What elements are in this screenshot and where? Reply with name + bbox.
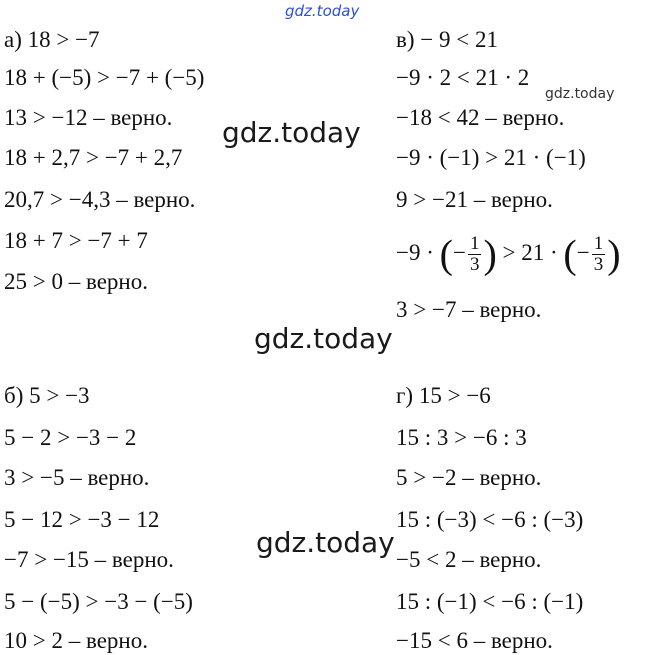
- fraction-numerator: 1: [593, 233, 604, 255]
- solution-g-line: 15 : (−3) < −6 : (−3): [396, 507, 584, 532]
- fraction-line-left: −9 ·: [396, 240, 434, 265]
- solution-g-line: −15 < 6 – верно.: [396, 628, 553, 653]
- solution-g-line: 15 : 3 > −6 : 3: [396, 425, 527, 450]
- watermark-mid-small: gdz.today: [545, 86, 615, 102]
- solution-v-line: 9 > −21 – верно.: [396, 187, 553, 212]
- fraction-denominator: 3: [593, 254, 604, 276]
- solution-v-fraction-line: [396, 232, 621, 275]
- solution-a-line: 18 + (−5) > −7 + (−5): [4, 65, 205, 90]
- solution-v-line: −9 · (−1) > 21 · (−1): [396, 145, 586, 170]
- close-paren: ): [607, 231, 621, 277]
- fraction-numerator: 1: [469, 233, 480, 255]
- solution-b-line: 10 > 2 – верно.: [4, 628, 148, 653]
- solution-b-line: 3 > −5 – верно.: [4, 465, 150, 490]
- solution-b-line: б) 5 > −3: [4, 383, 90, 408]
- solution-g-line: 15 : (−1) < −6 : (−1): [396, 589, 584, 614]
- solution-v-line: 3 > −7 – верно.: [396, 297, 542, 322]
- solution-a-line: 20,7 > −4,3 – верно.: [4, 187, 196, 212]
- solution-b-line: −7 > −15 – верно.: [4, 547, 174, 572]
- solution-b-line: 5 − 12 > −3 − 12: [4, 507, 160, 532]
- open-paren: (: [439, 231, 453, 277]
- solution-a-line: 18 + 2,7 > −7 + 2,7: [4, 145, 183, 170]
- solution-g-line: г) 15 > −6: [396, 383, 491, 408]
- fraction-line-op: > 21 ·: [502, 240, 558, 265]
- solution-v-line: в) − 9 < 21: [396, 27, 498, 52]
- watermark-mid-a: gdz.today: [222, 116, 361, 149]
- solution-b-line: 5 − (−5) > −3 − (−5): [4, 589, 193, 614]
- watermark-top: gdz.today: [285, 2, 360, 20]
- solution-g-line: −5 < 2 – верно.: [396, 547, 542, 572]
- fraction: [468, 234, 482, 275]
- solution-v-line: −9 · 2 < 21 · 2: [396, 65, 530, 90]
- watermark-lower: gdz.today: [256, 526, 395, 559]
- solution-b-line: 5 − 2 > −3 − 2: [4, 425, 137, 450]
- fraction: [592, 234, 606, 275]
- fraction-denominator: 3: [469, 254, 480, 276]
- solution-a-line: 13 > −12 – верно.: [4, 105, 173, 130]
- fraction-minus: −: [452, 240, 466, 265]
- watermark-center: gdz.today: [254, 322, 393, 355]
- solution-v-line: −18 < 42 – верно.: [396, 105, 565, 130]
- solution-g-line: 5 > −2 – верно.: [396, 465, 542, 490]
- fraction-minus: −: [576, 240, 590, 265]
- open-paren: (: [563, 231, 577, 277]
- solution-a-line: а) 18 > −7: [4, 27, 100, 52]
- solution-a-line: 18 + 7 > −7 + 7: [4, 228, 148, 253]
- solution-a-line: 25 > 0 – верно.: [4, 269, 148, 294]
- close-paren: ): [483, 231, 497, 277]
